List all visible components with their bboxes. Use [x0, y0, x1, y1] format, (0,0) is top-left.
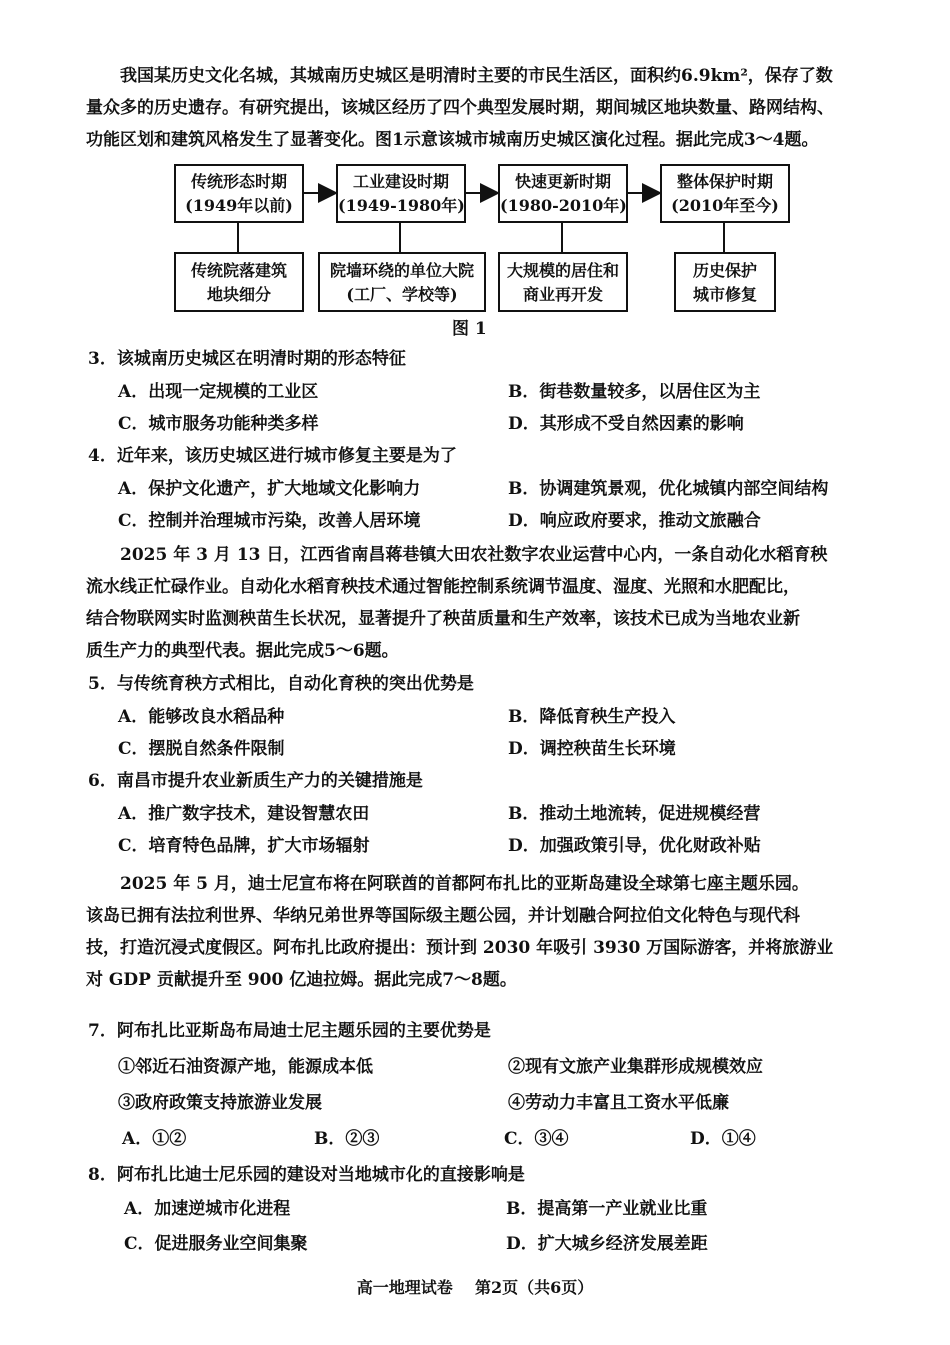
- passage-1-line: 我国某历史文化名城，其城南历史城区是明清时主要的市民生活区，面积约6.9km²，保存了数: [120, 66, 833, 86]
- period-years: (1949年以前): [185, 196, 293, 215]
- period-box-1: [174, 164, 304, 223]
- feature-line: 城市修复: [692, 285, 757, 304]
- passage-3-line: 对 GDP 贡献提升至 900 亿迪拉姆。据此完成7～8题。: [86, 970, 517, 990]
- question-5-stem: 5．与传统育秧方式相比，自动化育秧的突出优势是: [88, 674, 474, 694]
- passage-3-line: 该岛已拥有法拉利世界、华纳兄弟世界等国际级主题公园，并计划融合阿拉伯文化特色与现代科: [86, 906, 800, 926]
- passage-1-line: 功能区划和建筑风格发生了显著变化。图1示意该城市城南历史城区演化过程。据此完成3～4题。: [86, 130, 819, 150]
- q4-option-d: D．响应政府要求，推动文旅融合: [508, 511, 761, 531]
- passage-1-line: 量众多的历史遗存。有研究提出，该城区经历了四个典型发展时期，期间城区地块数量、路网结构、: [86, 98, 834, 118]
- feature-line: 历史保护: [692, 261, 757, 280]
- q6-option-d: D．加强政策引导，优化财政补贴: [508, 836, 761, 856]
- q3-option-a: A．出现一定规模的工业区: [118, 382, 319, 402]
- figure-caption: 图 1: [452, 319, 487, 339]
- q6-option-b: B．推动土地流转，促进规模经营: [508, 804, 761, 824]
- q7-option-b: B．②③: [314, 1129, 380, 1149]
- passage-3-line: 2025 年 5 月，迪士尼宣布将在阿联酋的首都阿布扎比的亚斯岛建设全球第七座主题乐园。: [120, 874, 809, 894]
- page-footer: 高一地理试卷 第2页（共6页）: [356, 1278, 594, 1297]
- q8-option-b: B．提高第一产业就业比重: [506, 1199, 708, 1219]
- feature-box-2: [318, 252, 486, 312]
- q8-option-a: A．加速逆城市化进程: [124, 1199, 291, 1219]
- period-box-2: [336, 164, 466, 223]
- period-years: (1949-1980年): [338, 196, 465, 215]
- q3-option-d: D．其形成不受自然因素的影响: [508, 414, 744, 434]
- q3-option-c: C．城市服务功能种类多样: [118, 414, 319, 434]
- question-4-stem: 4．近年来，该历史城区进行城市修复主要是为了: [88, 446, 457, 466]
- q5-option-c: C．摆脱自然条件限制: [118, 739, 285, 759]
- q6-option-c: C．培育特色品牌，扩大市场辐射: [118, 836, 370, 856]
- q5-option-a: A．能够改良水稻品种: [118, 707, 285, 727]
- passage-2: [86, 539, 876, 667]
- feature-line: 院墙环绕的单位大院: [329, 261, 474, 280]
- passage-2-line: 质生产力的典型代表。据此完成5～6题。: [86, 641, 399, 661]
- q7-statement-3: ③政府政策支持旅游业发展: [118, 1093, 322, 1113]
- q4-option-c: C．控制并治理城市污染，改善人居环境: [118, 511, 421, 531]
- question-3-stem: 3．该城南历史城区在明清时期的形态特征: [88, 349, 406, 369]
- passage-2-line: 流水线正忙碌作业。自动化水稻育秧技术通过智能控制系统调节温度、湿度、光照和水肥配比，: [86, 577, 800, 597]
- feature-line: 传统院落建筑: [190, 261, 287, 280]
- q7-statement-1: ①邻近石油资源产地，能源成本低: [118, 1057, 373, 1077]
- feature-line: 大规模的居住和: [506, 261, 619, 280]
- q5-option-b: B．降低育秧生产投入: [508, 707, 676, 727]
- feature-line: (工厂、学校等): [346, 285, 458, 304]
- period-name: 整体保护时期: [676, 172, 773, 191]
- period-years: (1980-2010年): [500, 196, 627, 215]
- q7-statement-4: ④劳动力丰富且工资水平低廉: [508, 1093, 729, 1113]
- passage-3-line: 技，打造沉浸式度假区。阿布扎比政府提出：预计到 2030 年吸引 3930 万国际游客，并将旅游业: [86, 938, 834, 958]
- question-7-stem: 7．阿布扎比亚斯岛布局迪士尼主题乐园的主要优势是: [88, 1021, 491, 1041]
- q7-option-d: D．①④: [690, 1129, 756, 1149]
- feature-box-3: [498, 252, 628, 312]
- period-name: 传统形态时期: [190, 172, 287, 191]
- q5-option-d: D．调控秧苗生长环境: [508, 739, 676, 759]
- q8-option-d: D．扩大城乡经济发展差距: [506, 1234, 708, 1254]
- feature-box-4: [674, 252, 776, 312]
- feature-line: 商业再开发: [522, 285, 603, 304]
- q7-statement-2: ②现有文旅产业集群形成规模效应: [508, 1057, 763, 1077]
- period-box-4: [660, 164, 790, 223]
- feature-line: 地块细分: [206, 285, 271, 304]
- q4-option-b: B．协调建筑景观，优化城镇内部空间结构: [508, 479, 829, 499]
- period-box-3: [498, 164, 628, 223]
- question-6-stem: 6．南昌市提升农业新质生产力的关键措施是: [88, 771, 423, 791]
- passage-2-line: 2025 年 3 月 13 日，江西省南昌蒋巷镇大田农社数字农业运营中心内，一条自动化水稻育秧: [120, 545, 828, 565]
- period-name: 工业建设时期: [352, 172, 449, 191]
- question-8-stem: 8．阿布扎比迪士尼乐园的建设对当地城市化的直接影响是: [88, 1165, 525, 1185]
- q4-option-a: A．保护文化遗产，扩大地域文化影响力: [118, 479, 421, 499]
- q7-option-c: C．③④: [504, 1129, 569, 1149]
- feature-box-1: [174, 252, 304, 312]
- passage-2-line: 结合物联网实时监测秧苗生长状况，显著提升了秧苗质量和生产效率，该技术已成为当地农业新: [86, 609, 800, 629]
- q7-option-a: A．①②: [122, 1129, 187, 1149]
- passage-3: [86, 868, 876, 996]
- period-years: (2010年至今): [671, 196, 779, 215]
- period-name: 快速更新时期: [514, 172, 611, 191]
- q3-option-b: B．街巷数量较多，以居住区为主: [508, 382, 761, 402]
- q8-option-c: C．促进服务业空间集聚: [124, 1234, 308, 1254]
- q6-option-a: A．推广数字技术，建设智慧农田: [118, 804, 370, 824]
